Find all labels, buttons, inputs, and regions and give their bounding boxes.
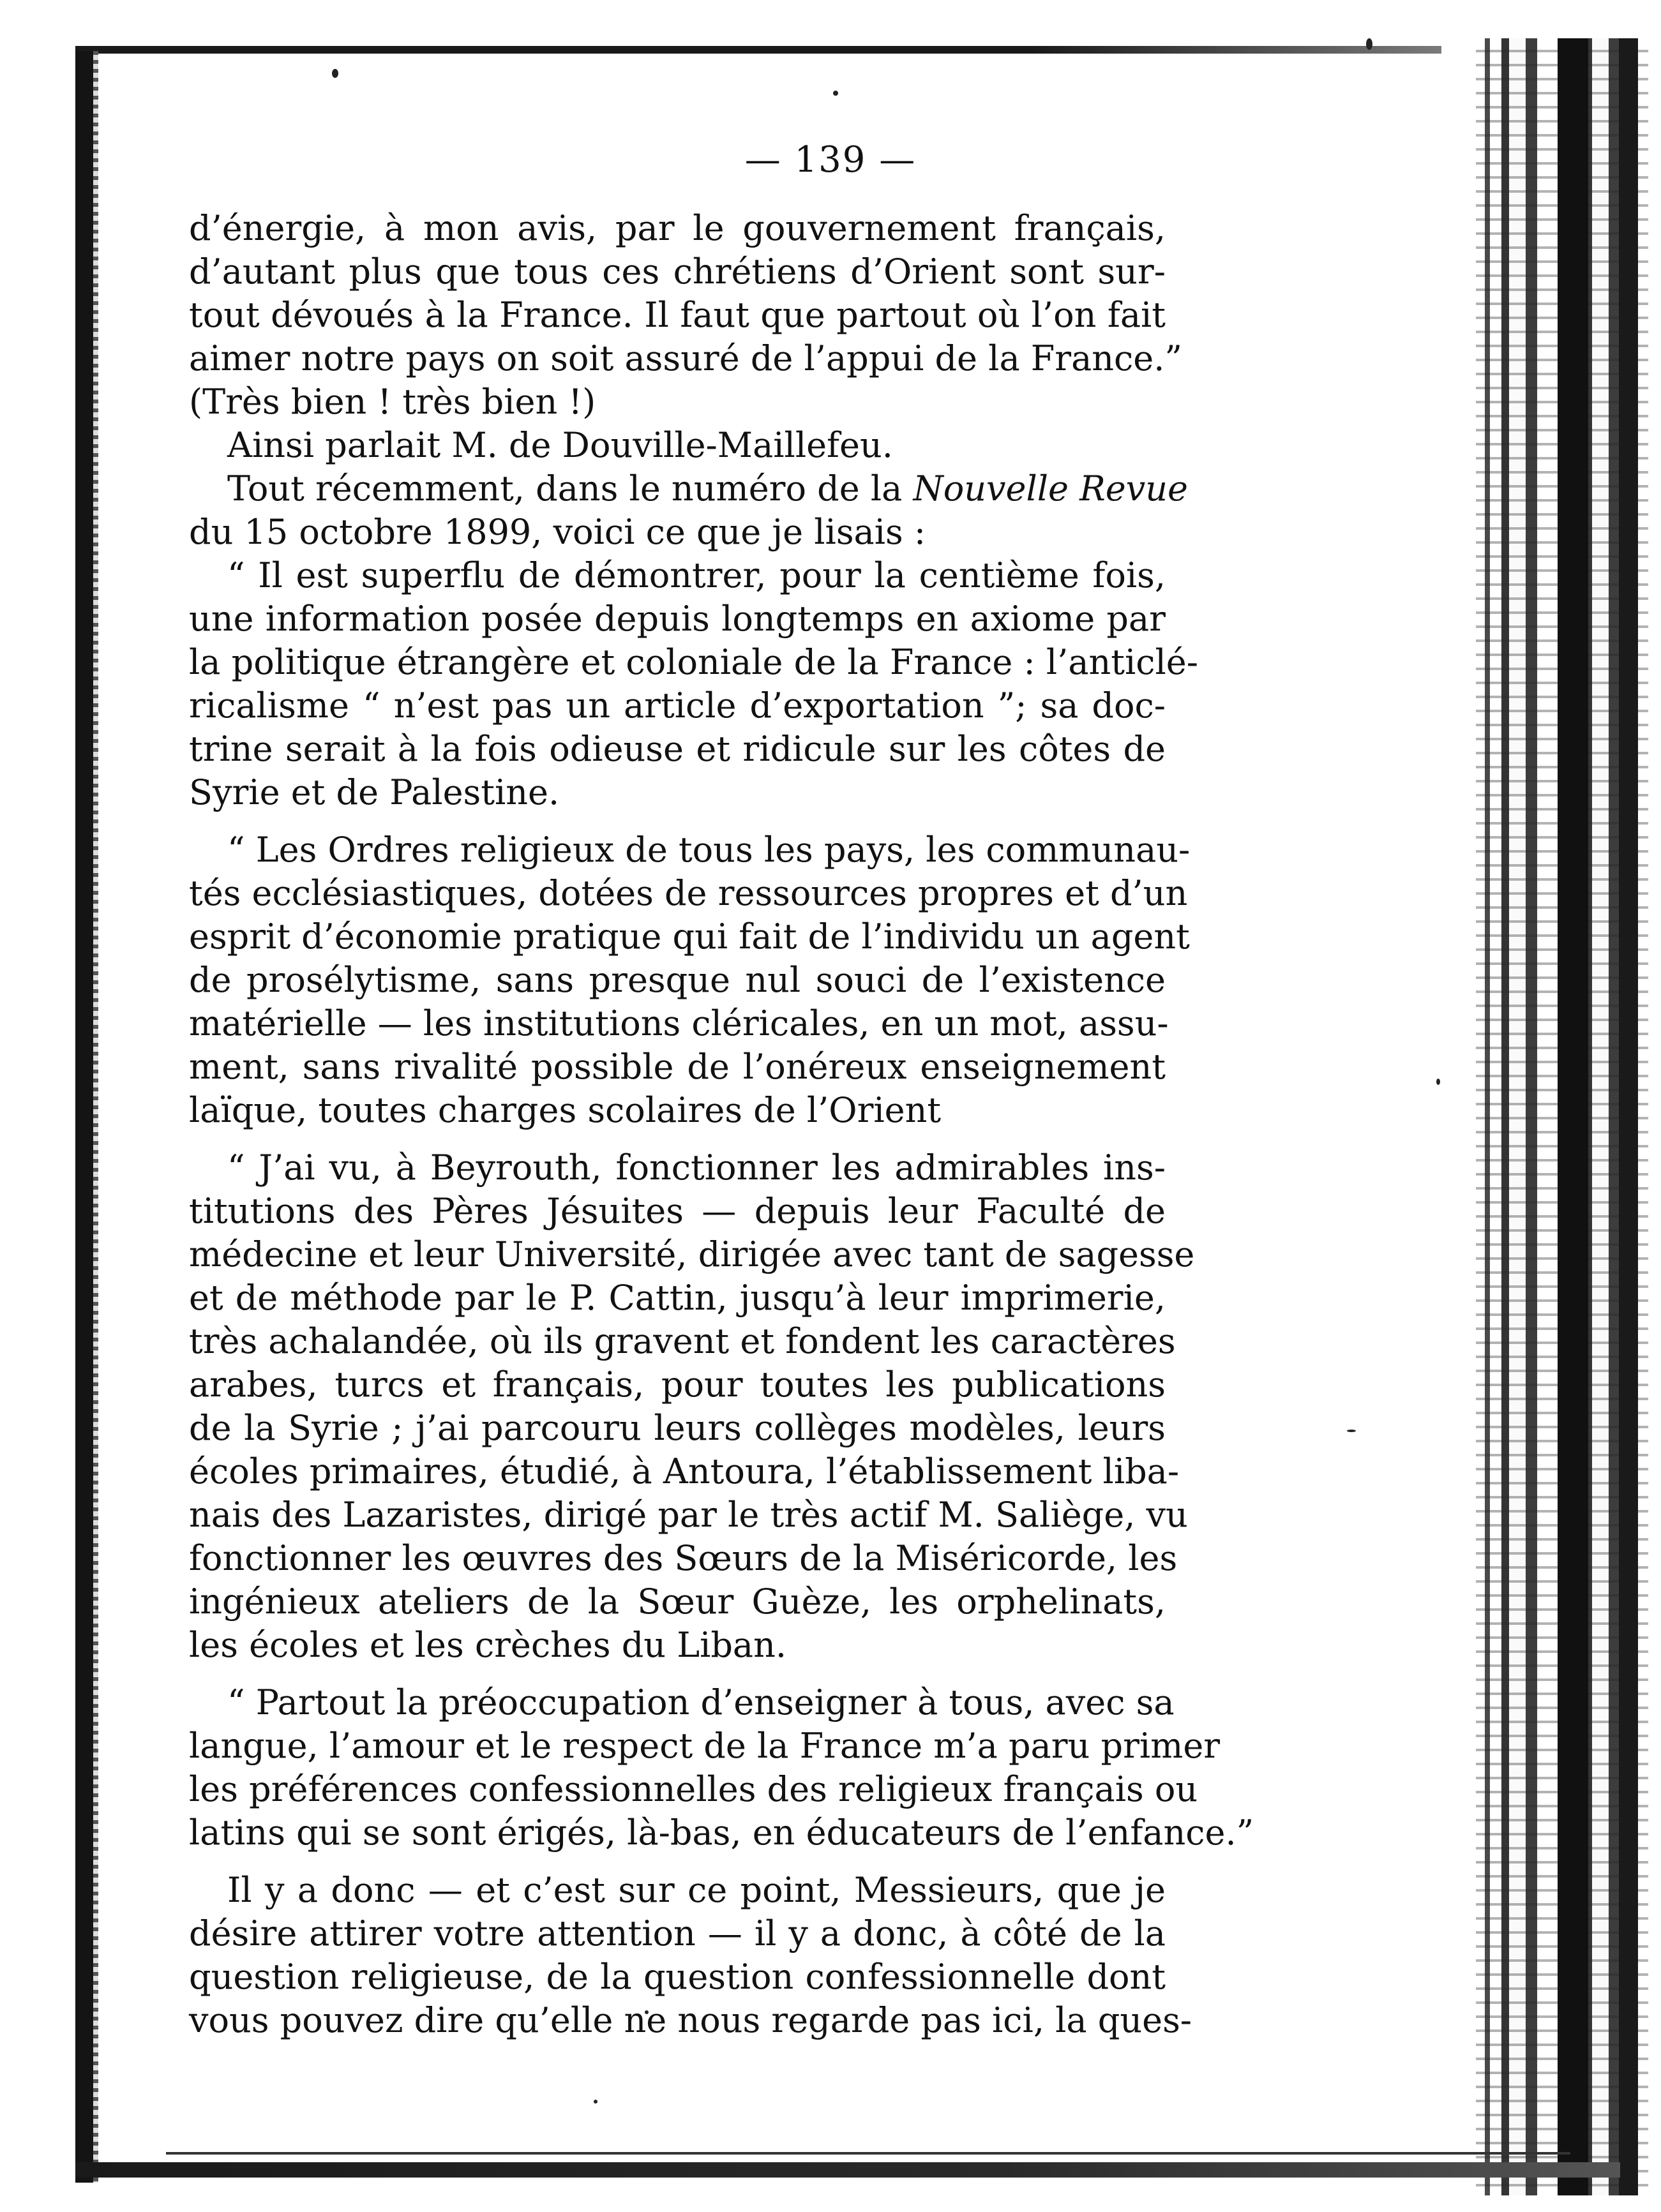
text-line: titutions des Pères Jésuites — depuis leur Faculté de [189, 1191, 1166, 1231]
text-line: Il y a donc — et c’est sur ce point, Messieurs, que je [227, 1870, 1166, 1910]
scan-edge-bottom [75, 2162, 1620, 2178]
text-line: les écoles et les crèches du Liban. [189, 1625, 787, 1665]
text-line: d’énergie, à mon avis, par le gouvernement français, [189, 208, 1166, 248]
text-line: question religieuse, de la question confessionnelle dont [189, 1957, 1166, 1997]
text-line: une information posée depuis longtemps en axiome par [189, 599, 1166, 639]
body-text [189, 207, 1254, 2042]
page-number: — 139 — [744, 139, 917, 181]
text-line: Syrie et de Palestine. [189, 772, 560, 812]
paragraph-gap [189, 1667, 1166, 1681]
text-line: “ Partout la préoccupation d’enseigner à tous, avec sa [227, 1682, 1175, 1723]
scan-edge-bottom-line [166, 2152, 1570, 2155]
text-line: “ J’ai vu, à Beyrouth, fonctionner les admirables ins- [227, 1147, 1166, 1188]
text-line: ricalisme “ n’est pas un article d’exportation ”; sa doc- [189, 685, 1166, 726]
text-line: laïque, toutes charges scolaires de l’Orient [189, 1090, 942, 1130]
text-line: du 15 octobre 1899, voici ce que je lisais : [189, 512, 926, 552]
text-line: nais des Lazaristes, dirigé par le très actif M. Saliège, vu [189, 1495, 1188, 1535]
scan-speck [594, 2100, 598, 2104]
text-line: trine serait à la fois odieuse et ridicule sur les côtes de [189, 729, 1166, 769]
scan-speck [332, 69, 338, 78]
text-line: latins qui se sont érigés, là-bas, en éducateurs de l’enfance.” [189, 1812, 1254, 1853]
text-line: ment, sans rivalité possible de l’onéreux enseignement [189, 1047, 1166, 1087]
paragraph-gap [189, 1132, 1166, 1146]
text-line: désire attirer votre attention — il y a donc, à côté de la [189, 1913, 1166, 1954]
text-line: tout dévoués à la France. Il faut que partout où l’on fait [189, 295, 1166, 335]
scan-edge-left-texture [93, 51, 98, 2183]
text-line: fonctionner les œuvres des Sœurs de la Miséricorde, les [189, 1538, 1178, 1578]
text-line: matérielle — les institutions cléricales, en un mot, assu- [189, 1003, 1169, 1043]
text-line: langue, l’amour et le respect de la France m’a paru primer [189, 1726, 1221, 1766]
scan-speck [1347, 1430, 1356, 1432]
paragraph-gap [189, 1855, 1166, 1869]
text-line: médecine et leur Université, dirigée avec tant de sagesse [189, 1234, 1195, 1274]
text-line: les préférences confessionnelles des religieux français ou [189, 1769, 1198, 1809]
text-line: (Très bien ! très bien !) [189, 382, 596, 422]
text-line: de la Syrie ; j’ai parcouru leurs collèges modèles, leurs [189, 1408, 1166, 1448]
text-line: ingénieux ateliers de la Sœur Guèze, les orphelinats, [189, 1581, 1166, 1622]
text-line: aimer notre pays on soit assuré de l’appui de la France.” [189, 338, 1183, 378]
scan-speck [1436, 1079, 1440, 1085]
text-line: Tout récemment, dans le numéro de la Nouvelle Revue [227, 468, 1188, 509]
text-line: écoles primaires, étudié, à Antoura, l’établissement liba- [189, 1451, 1180, 1491]
text-line: la politique étrangère et coloniale de la France : l’anticlé- [189, 642, 1198, 682]
scan-speck [1366, 38, 1372, 50]
text-line: vous pouvez dire qu’elle ne nous regarde pas ici, la ques- [189, 2000, 1192, 2040]
scan-speck [833, 91, 838, 96]
scan-edge-left [75, 51, 93, 2183]
text-line: tés ecclésiastiques, dotées de ressources propres et d’un [189, 873, 1188, 913]
text-line: très achalandée, où ils gravent et fondent les caractères [189, 1321, 1176, 1361]
text-line: arabes, turcs et français, pour toutes les publications [189, 1364, 1166, 1405]
text-line: Ainsi parlait M. de Douville-Maillefeu. [227, 425, 893, 465]
scan-edge-right-band-outer [1619, 38, 1638, 2195]
text-line: de prosélytisme, sans presque nul souci de l’existence [189, 960, 1166, 1000]
text-line: “ Il est superflu de démontrer, pour la centième fois, [227, 555, 1166, 595]
text-line: “ Les Ordres religieux de tous les pays, les communau- [227, 830, 1191, 870]
journal-title: Nouvelle Revue [913, 468, 1188, 509]
text-line: d’autant plus que tous ces chrétiens d’Orient sont sur- [189, 251, 1166, 292]
text-line: et de méthode par le P. Cattin, jusqu’à leur imprimerie, [189, 1278, 1166, 1318]
text-line: esprit d’économie pratique qui fait de l’individu un agent [189, 916, 1190, 957]
scan-edge-top [75, 46, 1441, 54]
scan-edge-right-band [1558, 38, 1588, 2195]
paragraph-gap [189, 814, 1166, 828]
